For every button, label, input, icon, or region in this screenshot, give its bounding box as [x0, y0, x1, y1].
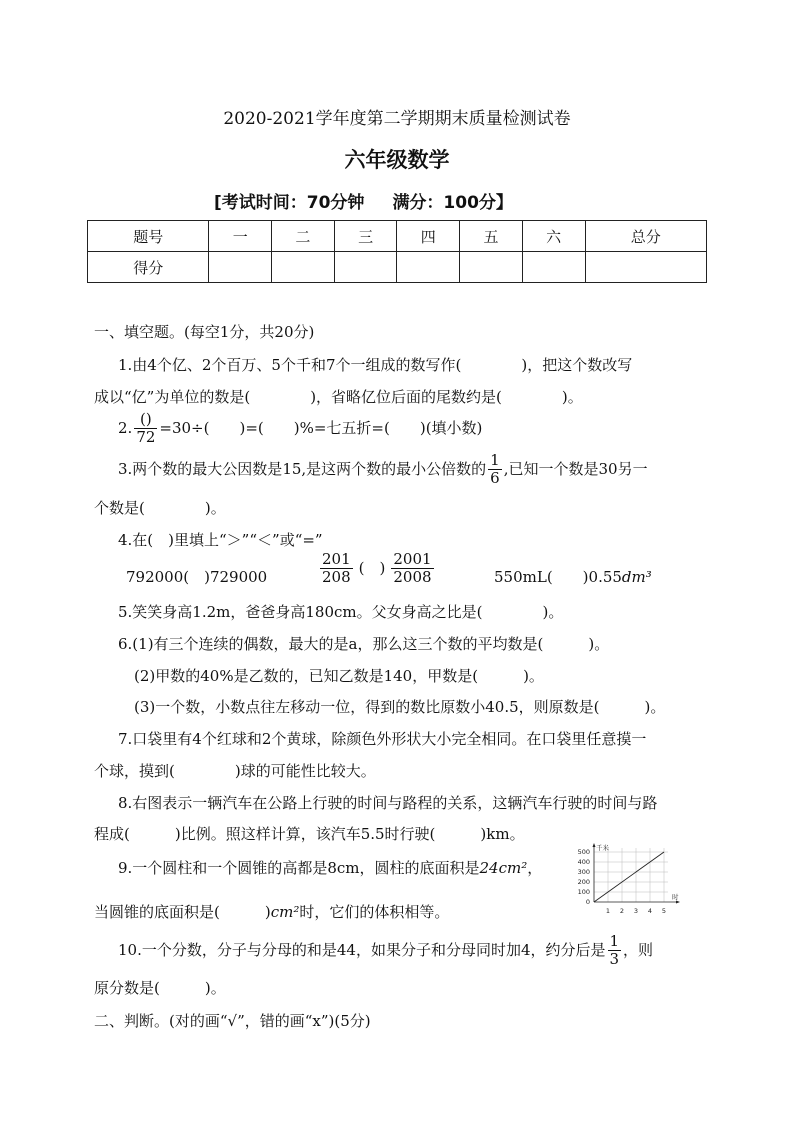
section2-heading: 二、判断。(对的画“√”，错的画“x”)(5分) — [94, 1012, 371, 1030]
q3-text-post: ,已知一个数是30另一 — [503, 459, 648, 478]
q4-fraction-2-denominator: 2008 — [393, 568, 432, 587]
graph-x-tick: 5 — [661, 907, 667, 915]
table-header-cell: 总分 — [585, 221, 706, 252]
graph-y-ticks — [578, 848, 590, 906]
question-7-line-2: 个球，摸到( )球的可能性比较大。 — [94, 762, 376, 780]
question-8-line-2: 程成( )比例。照这样计算，该汽车5.5时行驶( )km。 — [94, 825, 525, 843]
score-label: 满分：100分】 — [392, 193, 513, 213]
q9-area-value: 24cm² — [479, 859, 528, 877]
score-cell[interactable] — [334, 252, 397, 283]
graph-y-tick: 100 — [577, 888, 590, 896]
q4-fraction-2 — [391, 551, 433, 587]
q4-item-2 — [318, 551, 436, 587]
q2-number: 2. — [118, 418, 133, 437]
question-6-part-1: 6.(1)有三个连续的偶数，最大的是a，那么这三个数的平均数是( )。 — [118, 635, 610, 653]
graph-line — [594, 852, 664, 902]
q4-item-3 — [494, 566, 652, 587]
q4-fraction-2-numerator: 2001 — [393, 550, 432, 568]
q3-fraction-numerator: 1 — [490, 451, 500, 469]
q4-item-3-text: 550mL( )0.55 — [494, 568, 622, 586]
q10-fraction-denominator: 3 — [609, 950, 620, 969]
q4-fraction-1 — [320, 551, 353, 587]
score-row-label: 得分 — [88, 252, 209, 283]
score-table-score-row — [88, 252, 707, 283]
q10-text-post: ，则 — [623, 940, 654, 959]
score-cell[interactable] — [397, 252, 460, 283]
graph-y-tick: 200 — [577, 878, 590, 886]
q9-line2-unit: cm² — [270, 903, 300, 921]
score-cell[interactable] — [272, 252, 335, 283]
exam-title: 2020-2021学年度第二学期期末质量检测试卷 — [223, 109, 571, 129]
q10-fraction-numerator: 1 — [609, 932, 620, 950]
graph-x-unit: 时 — [672, 893, 679, 901]
score-table — [87, 220, 707, 283]
question-6-part-2: (2)甲数的40%是乙数的，已知乙数是140，甲数是( )。 — [134, 667, 544, 685]
q10-text-pre: 10.一个分数，分子与分母的和是44，如果分子和分母同时加4，约分后是 — [118, 940, 606, 959]
q2-fraction — [134, 411, 157, 447]
distance-time-graph — [572, 843, 692, 919]
q3-fraction — [488, 452, 502, 488]
question-10-line-2: 原分数是( )。 — [94, 979, 226, 997]
question-7-line-1: 7.口袋里有4个红球和2个黄球，除颜色外形状大小完全相同。在口袋里任意摸一 — [118, 730, 647, 748]
q9-text-post: ， — [527, 859, 543, 877]
graph-x-tick: 4 — [647, 907, 653, 915]
question-9-line-1 — [118, 857, 542, 878]
question-4: 4.在( )里填上“＞”“＜”或“=” — [118, 531, 323, 549]
exam-meta — [214, 188, 513, 213]
exam-subject: 六年级数学 — [344, 148, 450, 172]
q4-item-1: 792000( )729000 — [126, 568, 268, 586]
table-header-cell: 四 — [397, 221, 460, 252]
graph-y-tick: 300 — [577, 868, 590, 876]
graph-x-tick: 2 — [619, 907, 625, 915]
score-table-header-row — [88, 221, 707, 252]
question-9-line-2 — [94, 901, 449, 922]
score-cell[interactable] — [522, 252, 585, 283]
q9-line2-post: 时，它们的体积相等。 — [299, 903, 450, 921]
q10-fraction — [608, 933, 622, 969]
table-header-cell: 三 — [334, 221, 397, 252]
graph-y-tick: 500 — [577, 848, 590, 856]
graph-x-tick: 1 — [605, 907, 611, 915]
graph-y-tick: 0 — [585, 898, 590, 906]
time-label: [考试时间：70分钟 — [214, 193, 365, 213]
q3-text-pre: 3.两个数的最大公因数是15,是这两个数的最小公倍数的 — [118, 459, 487, 478]
question-6-part-3: (3)一个数，小数点往左移动一位，得到的数比原数小40.5，则原数是( )。 — [134, 698, 666, 716]
question-1-line-1: 1.由4个亿、2个百万、5个千和7个一组成的数写作( )，把这个数改写 — [118, 356, 633, 374]
question-1-line-2: 成以“亿”为单位的数是( )，省略亿位后面的尾数约是( )。 — [94, 388, 583, 406]
graph-y-tick: 400 — [577, 858, 590, 866]
q4-item-3-unit: dm³ — [621, 568, 652, 586]
q2-fraction-denominator: 72 — [136, 428, 156, 447]
question-3-line-1 — [118, 452, 648, 488]
table-header-cell: 题号 — [88, 221, 209, 252]
graph-x-tick: 3 — [633, 907, 639, 915]
q4-fraction-1-denominator: 208 — [322, 568, 351, 587]
score-cell[interactable] — [585, 252, 706, 283]
q2-text: =30÷( )=( )%=七五折=( )(填小数) — [159, 418, 483, 437]
question-3-line-2: 个数是( )。 — [94, 499, 226, 517]
table-header-cell: 一 — [209, 221, 272, 252]
question-2 — [118, 411, 482, 447]
q9-line2-pre: 当圆锥的底面积是( ) — [94, 903, 271, 921]
section1-heading: 一、填空题。(每空1分，共20分) — [94, 323, 315, 341]
score-cell[interactable] — [209, 252, 272, 283]
question-8-line-1: 8.右图表示一辆汽车在公路上行驶的时间与路程的关系，这辆汽车行驶的时间与路 — [118, 794, 658, 812]
graph-y-unit: 千米 — [596, 844, 609, 852]
q9-text-pre: 9.一个圆柱和一个圆锥的高都是8cm，圆柱的底面积是 — [118, 859, 480, 877]
table-header-cell: 二 — [272, 221, 335, 252]
question-10-line-1 — [118, 933, 653, 969]
graph-x-ticks — [606, 907, 666, 915]
score-cell[interactable] — [460, 252, 523, 283]
q2-fraction-numerator: () — [134, 411, 157, 429]
question-5: 5.笑笑身高1.2m，爸爸身高180cm。父女身高之比是( )。 — [118, 603, 564, 621]
table-header-cell: 六 — [522, 221, 585, 252]
q3-fraction-denominator: 6 — [490, 469, 500, 488]
q4-compare-blank: ( ) — [358, 558, 386, 577]
table-header-cell: 五 — [460, 221, 523, 252]
q4-fraction-1-numerator: 201 — [322, 550, 351, 568]
